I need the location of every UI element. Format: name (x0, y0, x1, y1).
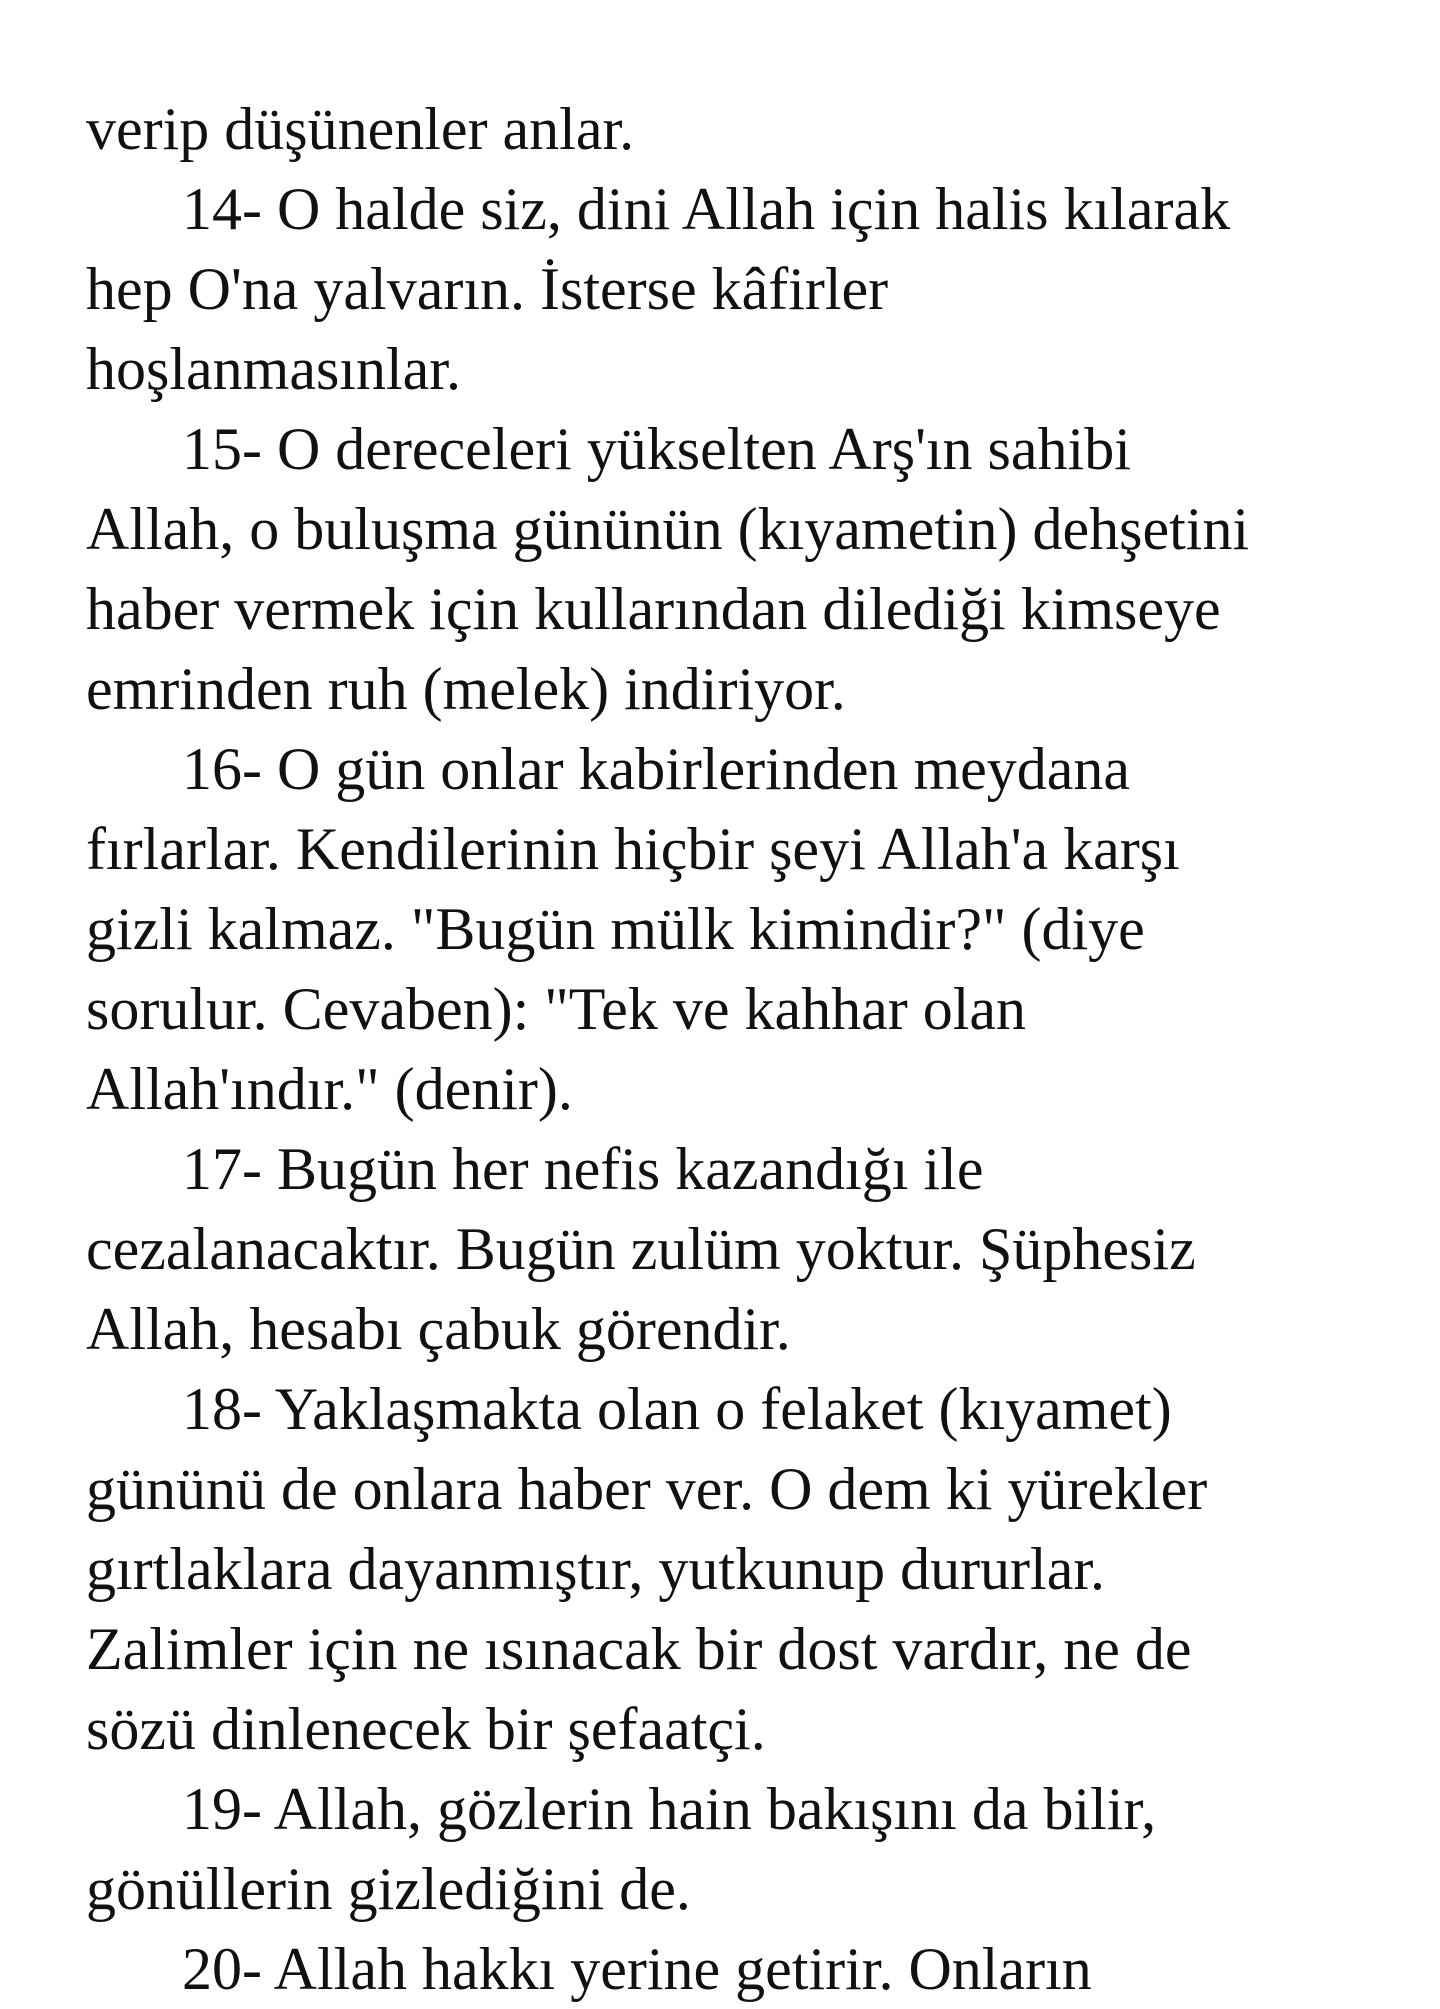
text-line: gizli kalmaz. "Bugün mülk kimindir?" (diye (86, 896, 1145, 962)
verse-start-line: 17- Bugün her nefis kazandığı ile (182, 1136, 984, 1202)
document-page (86, 89, 1386, 2009)
text-line: sorulur. Cevaben): "Tek ve kahhar olan (86, 976, 1026, 1042)
text-line: gönüllerin gizlediğini de. (86, 1856, 691, 1922)
text-line: gününü de onlara haber ver. O dem ki yürekler (86, 1456, 1208, 1522)
text-line: sözü dinlenecek bir şefaatçi. (86, 1696, 766, 1762)
verse-start-line: 14- O halde siz, dini Allah için halis kılarak (182, 176, 1231, 242)
text-line: Allah, hesabı çabuk görendir. (86, 1296, 791, 1362)
text-line: Allah, o buluşma gününün (kıyametin) dehşetini (86, 496, 1250, 562)
verse-start-line: 18- Yaklaşmakta olan o felaket (kıyamet) (182, 1376, 1172, 1442)
text-line: Allah'ındır." (denir). (86, 1056, 573, 1122)
text-line: gırtlaklara dayanmıştır, yutkunup dururlar. (86, 1536, 1106, 1602)
text-line: haber vermek için kullarından dilediği kimseye (86, 576, 1221, 642)
text-line: cezalanacaktır. Bugün zulüm yoktur. Şüphesiz (86, 1216, 1196, 1282)
verse-start-line: 19- Allah, gözlerin hain bakışını da bilir, (182, 1776, 1157, 1842)
text-line: fırlarlar. Kendilerinin hiçbir şeyi Allah'a karşı (86, 816, 1180, 882)
text-line: hep O'na yalvarın. İsterse kâfirler (86, 256, 889, 322)
text-line: verip düşünenler anlar. (86, 96, 635, 162)
text-line: hoşlanmasınlar. (86, 336, 461, 402)
text-line: Zalimler için ne ısınacak bir dost vardır, ne de (86, 1616, 1192, 1682)
text-line: emrinden ruh (melek) indiriyor. (86, 656, 846, 722)
verse-start-line: 20- Allah hakkı yerine getirir. Onların (182, 1936, 1092, 2002)
verse-start-line: 15- O dereceleri yükselten Arş'ın sahibi (182, 416, 1131, 482)
verse-start-line: 16- O gün onlar kabirlerinden meydana (182, 736, 1131, 802)
